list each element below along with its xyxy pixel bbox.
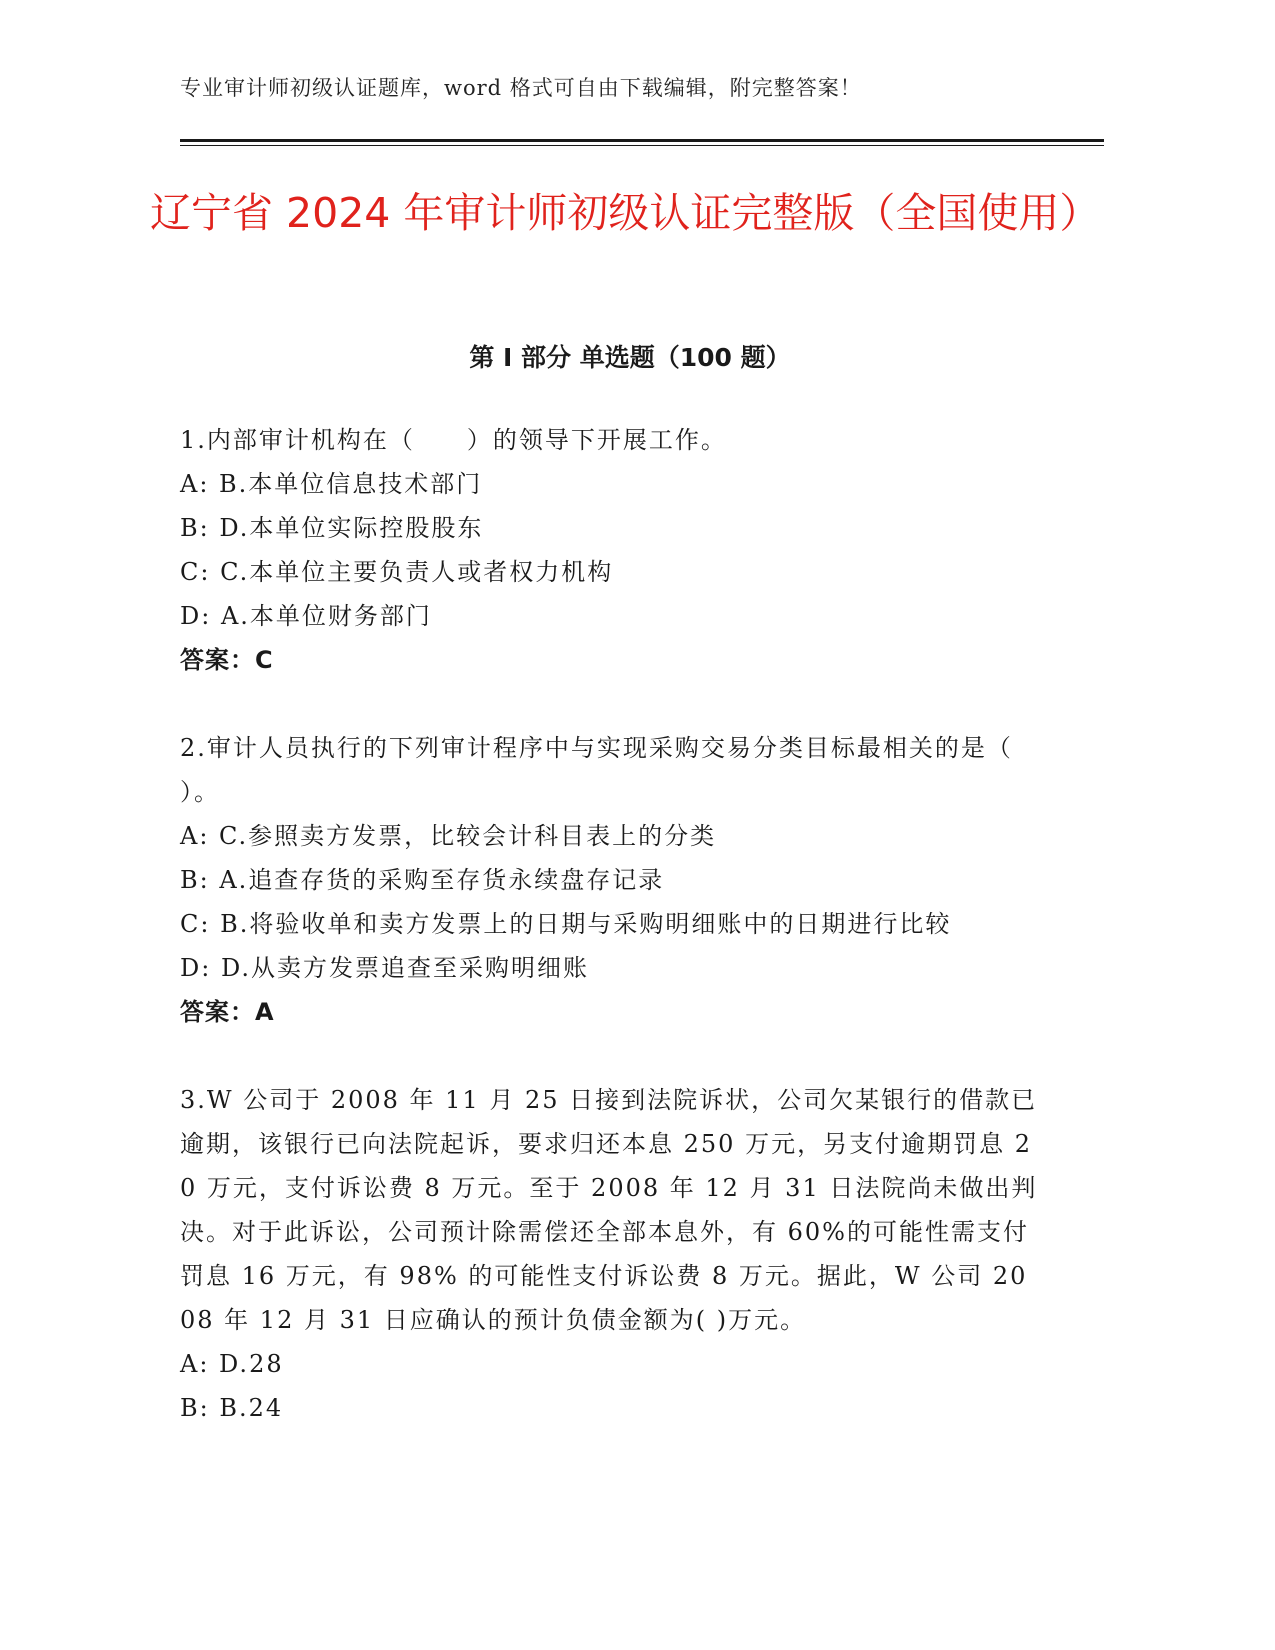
question-stem: 2.审计人员执行的下列审计程序中与实现采购交易分类目标最相关的是（ ）。	[180, 734, 1065, 806]
header-note: 专业审计师初级认证题库，word 格式可自由下载编辑，附完整答案！	[180, 76, 862, 100]
option-c: C: C.本单位主要负责人或者权力机构	[180, 558, 614, 586]
option-a: A: D.28	[180, 1350, 284, 1378]
question-3	[180, 1078, 1040, 1430]
option-b: B: D.本单位实际控股股东	[180, 514, 484, 542]
option-d: D: A.本单位财务部门	[180, 602, 432, 630]
option-a: A: C.参照卖方发票，比较会计科目表上的分类	[180, 822, 717, 850]
option-b: B: B.24	[180, 1394, 284, 1422]
header-rule-thin	[180, 145, 1104, 146]
question-2	[180, 726, 1065, 1034]
option-d: D: D.从卖方发票追查至采购明细账	[180, 954, 589, 982]
question-list	[180, 418, 1065, 1474]
option-a: A: B.本单位信息技术部门	[180, 470, 483, 498]
question-stem: 3.W 公司于 2008 年 11 月 25 日接到法院诉状，公司欠某银行的借款已逾期，该银行已向法院起诉，要求归还本息 250 万元，另支付逾期罚息 20 万元，支付诉讼费 8 万元。至于 2008 年 12 月 31 日法院尚未做出判决。对于此诉讼，公司预计除需偿还全部本息外，有 60%的可能性需支付罚息 16 万元，有 98% 的可能性支付诉讼费 8 万元。据此，W 公司 2008 年 12 月 31 日应确认的预计负债金额为( )万元。	[180, 1086, 1038, 1334]
answer: 答案：A	[180, 998, 275, 1026]
answer: 答案：C	[180, 646, 274, 674]
question-1	[180, 418, 1040, 682]
header-rule-thick	[180, 139, 1104, 142]
question-stem: 1.内部审计机构在（ ）的领导下开展工作。	[180, 426, 727, 454]
section-title: 第 I 部分 单选题（100 题）	[469, 343, 791, 372]
option-b: B: A.追查存货的采购至存货永续盘存记录	[180, 866, 665, 894]
document-title: 辽宁省 2024 年审计师初级认证完整版（全国使用）	[150, 189, 1101, 237]
option-c: C: B.将验收单和卖方发票上的日期与采购明细账中的日期进行比较	[180, 910, 952, 938]
